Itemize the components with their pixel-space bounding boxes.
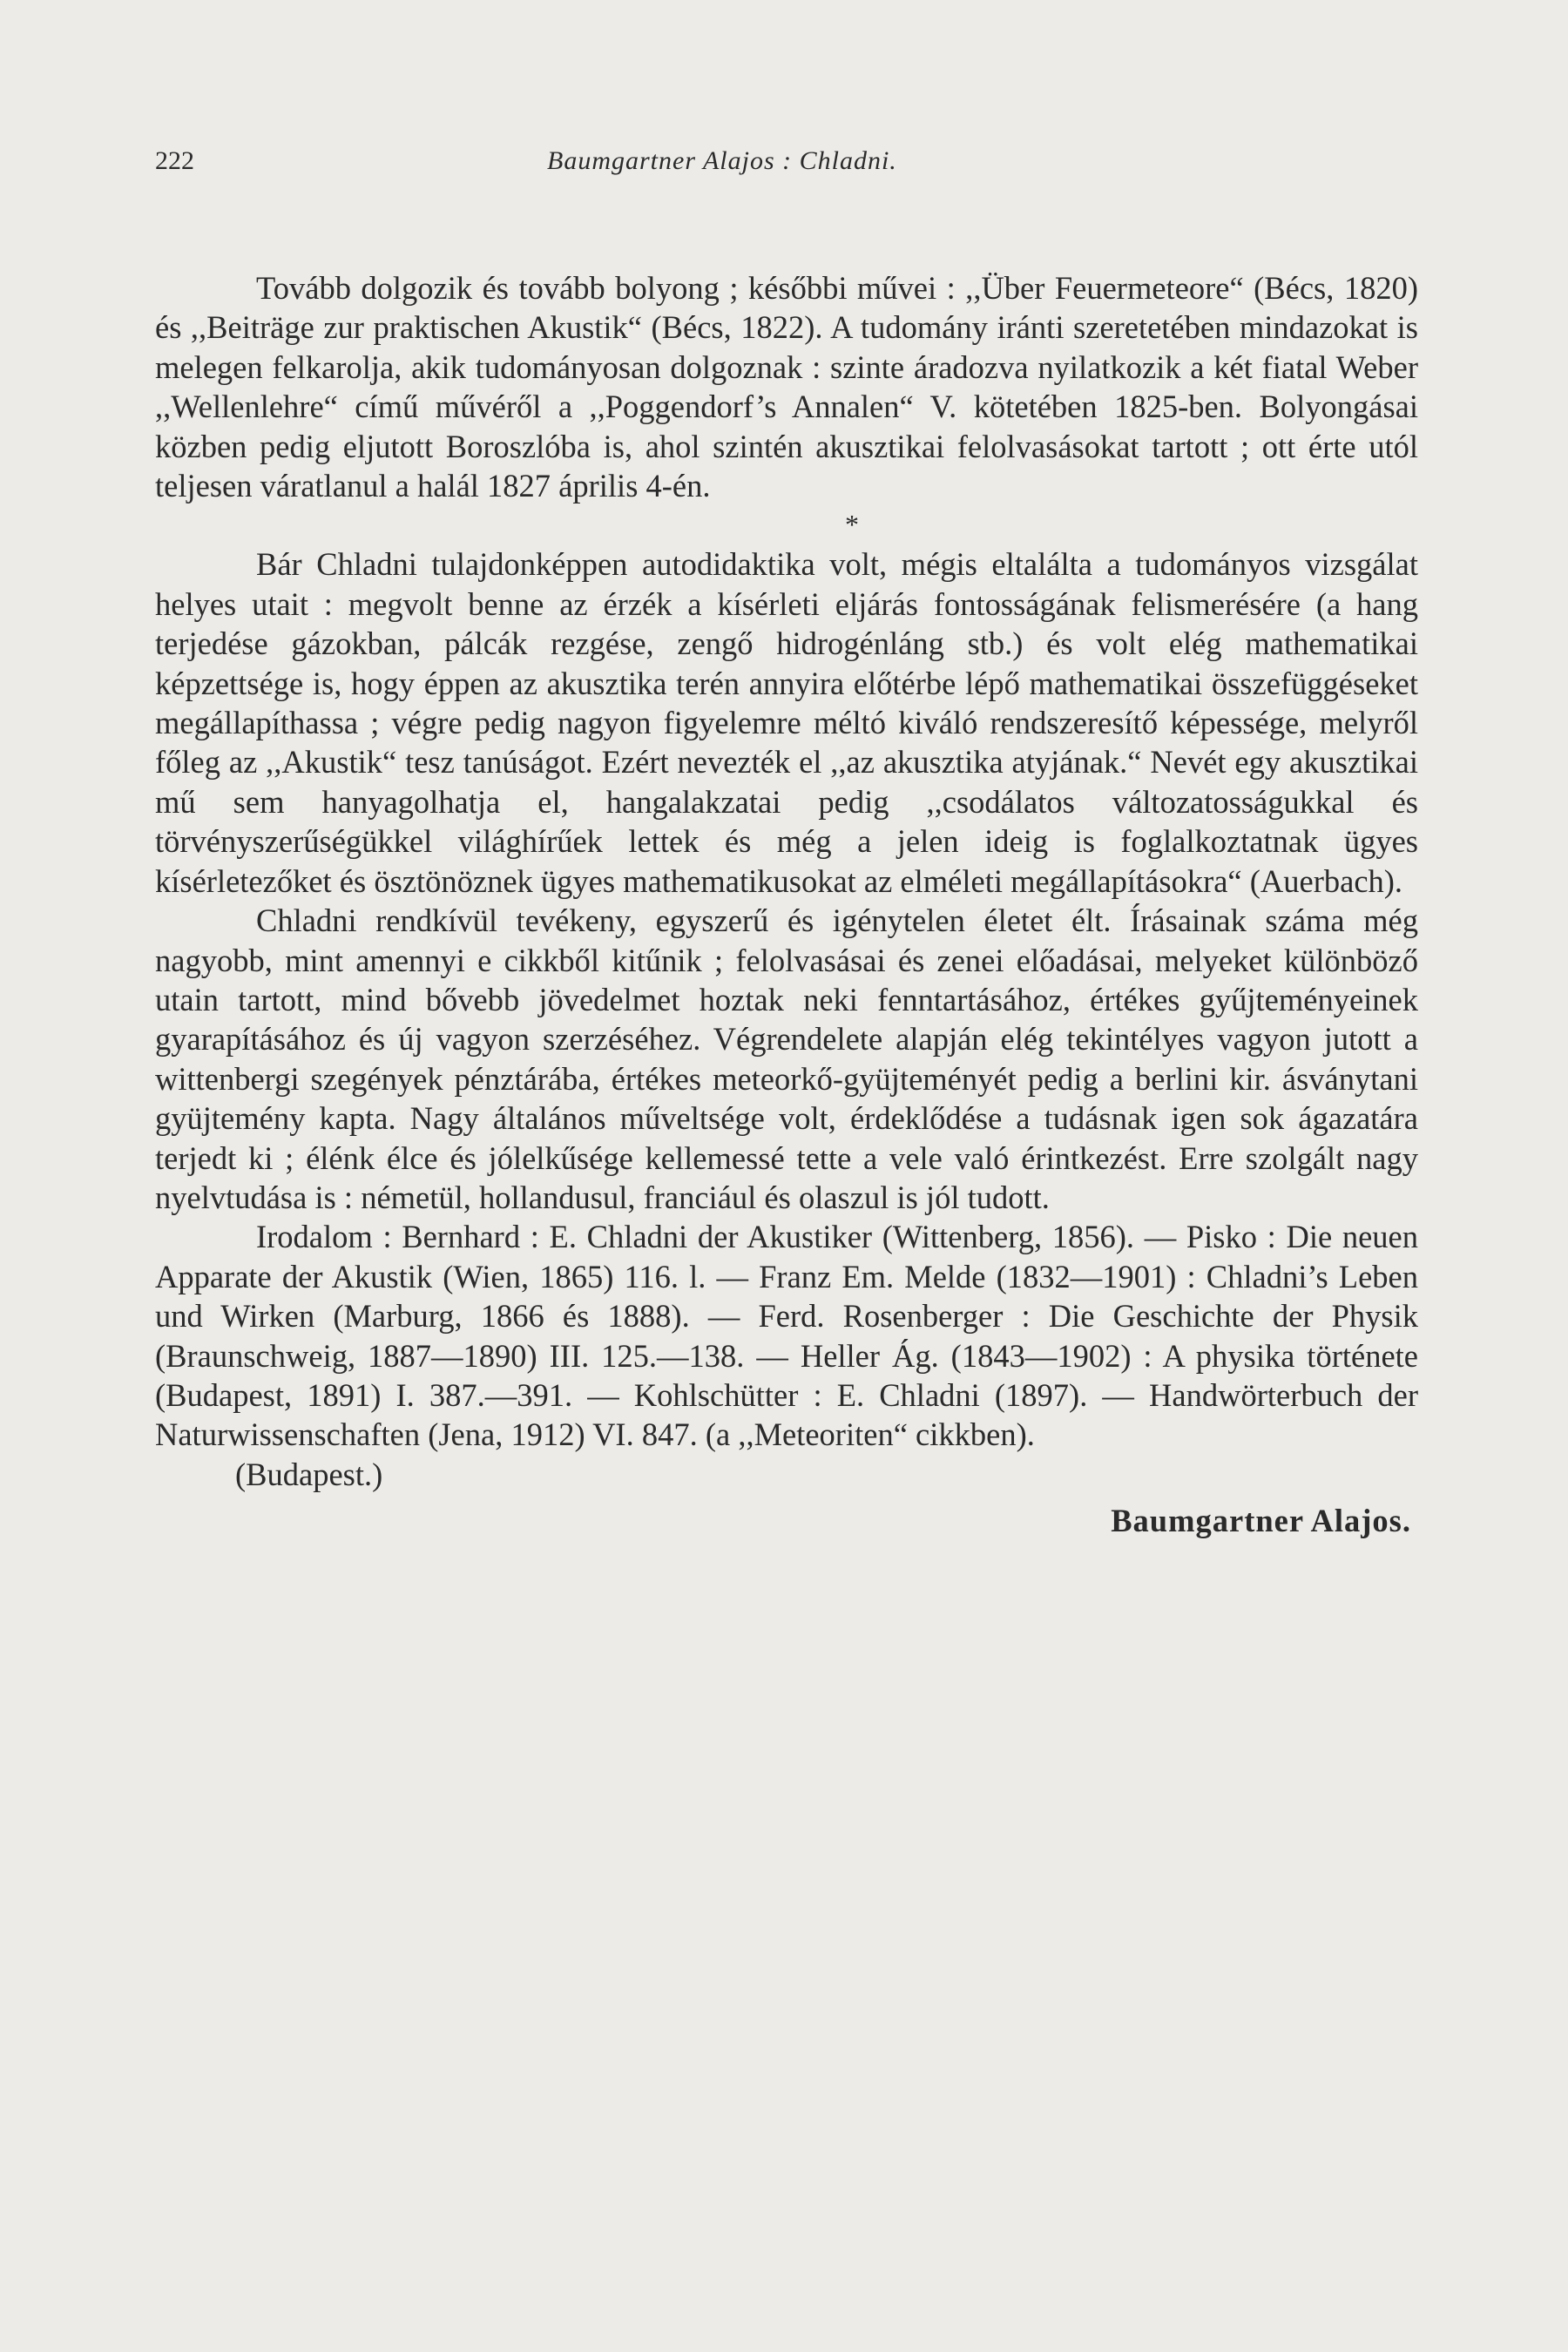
section-separator: *: [845, 509, 859, 541]
paragraph-bibliography: Irodalom : Bernhard : E. Chladni der Akustiker (Wittenberg, 1856). — Pisko : Die neuen Apparate der Akustik (Wien, 1865) 116. l. — Franz Em. Melde (1832—1901) : Chladni’s Leben und Wirken (Marburg, 1866 és 1888). — Ferd. Rosenberger : Die Geschichte der Physik (Braunschweig, 1887—1890) III. 125.—138. — Heller Ág. (1843—1902) : A physika története (Budapest, 1891) I. 387.—391. — Kohlschütter : E. Chladni (1897). — Handwörterbuch der Naturwissenschaften (Jena, 1912) VI. 847. (a ,,Meteoriten“ cikkben).: [155, 1219, 1418, 1453]
place-line: (Budapest.): [235, 1456, 383, 1492]
article-body: [155, 268, 1418, 1541]
author-signature: Baumgartner Alajos.: [1111, 1503, 1411, 1539]
paragraph-3: Chladni rendkívül tevékeny, egyszerű és igénytelen életet élt. Írásainak száma még nagyobb, mint amennyi e cikkből kitűnik ; felolvasásai és zenei előadásai, melyeket különböző utain tartott, mind bővebb jövedelmet hoztak neki fenntartásához, értékes gyűjteményeinek gyarapításához és új vagyon szerzéséhez. Végrendelete alapján elég tekintélyes vagyon jutott a wittenbergi szegények pénztárába, értékes meteorkő-gyüjteményét pedig a berlini kir. ásványtani gyüjtemény kapta. Nagy általános műveltsége volt, érdeklődése a tudásnak igen sok ágazatára terjedt ki ; élénk élce és jólelkűsége kellemessé tette a vele való érintkezést. Erre szolgált nagy nyelvtudása is : németül, hollandusul, franciául és olaszul is jól tudott.: [155, 902, 1418, 1215]
paragraph-1: Tovább dolgozik és tovább bolyong ; későbbi művei : ,,Über Feuermeteore“ (Bécs, 1820) és ,,Beiträge zur praktischen Akustik“ (Bécs, 1822). A tudomány iránti szeretetében mindazokat is melegen felkarolja, akik tudományosan dolgoznak : szinte áradozva nyilatkozik a két fiatal Weber ,,Wellenlehre“ című művéről a ,,Poggendorf’s Annalen“ V. kötetében 1825-ben. Bolyongásai közben pedig eljutott Boroszlóba is, ahol szintén akusztikai felolvasásokat tartott ; ott érte utól teljesen váratlanul a halál 1827 április 4-én.: [155, 270, 1418, 504]
page-number: 222: [155, 146, 194, 175]
page-header: [155, 146, 1418, 190]
paragraph-2: Bár Chladni tulajdonképpen autodidaktika volt, mégis eltalálta a tudományos vizsgálat helyes utait : megvolt benne az érzék a kísérleti eljárás fontosságának felismerésére (a hang terjedése gázokban, pálcák rezgése, zengő hidrogénláng stb.) és volt elég mathematikai képzettsége is, hogy éppen az akusztika terén annyira előtérbe lépő mathematikai összefüggéseket megállapíthassa ; végre pedig nagyon figyelemre méltó kiváló rendszeresítő képessége, melyről főleg az ,,Akustik“ tesz tanúságot. Ezért nevezték el ,,az akusztika atyjának.“ Nevét egy akusztikai mű sem hanyagolhatja el, hangalakzatai pedig ,,csodálatos változatosságukkal és törvényszerűségükkel világhírűek lettek és még a jelen ideig is foglalkoztatnak ügyes kísérletezőket és ösztönöznek ügyes mathematikusokat az elméleti megállapításokra“ (Auerbach).: [155, 546, 1418, 899]
running-head: Baumgartner Alajos : Chladni.: [547, 146, 897, 175]
